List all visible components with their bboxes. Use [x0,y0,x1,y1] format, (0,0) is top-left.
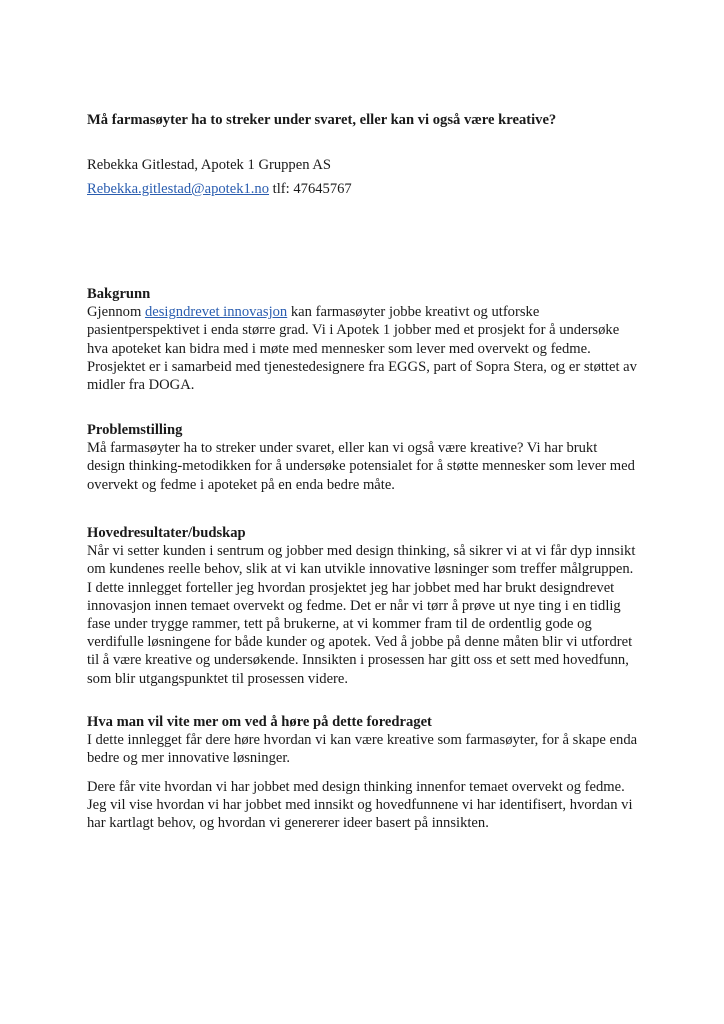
section-paragraph [87,303,647,394]
text-line: bedre og mer innovative løsninger. [87,750,291,767]
text-line: som blir utgangspunktet til prosessen videre. [87,670,349,687]
contact-line [87,180,352,198]
section-hovedresultater [87,524,647,688]
phone-text: tlf: 47645767 [269,181,352,197]
section-paragraph [87,778,647,833]
text-fragment: kan farmasøyter jobbe kreativt og utforske [287,304,540,321]
text-line: Dere får vite hvordan vi har jobbet med design thinking innenfor temaet overvekt og fedme. [87,778,625,795]
section-heading: Bakgrunn [87,286,151,302]
text-line: I dette innlegget forteller jeg hvordan prosjektet jeg har jobbet med har brukt designdrevet [87,579,615,596]
text-line: innovasjon innen temaet overvekt og fedme. Det er når vi tørr å prøve ut nye ting i en tidlig [87,597,621,614]
designdrevet-innovasjon-link[interactable]: designdrevet innovasjon [144,304,288,321]
section-problemstilling [87,421,647,494]
section-paragraph [87,542,647,688]
text-line: Må farmasøyter ha to streker under svaret, eller kan vi også være kreative? Vi har brukt [87,440,598,457]
text-line: fase under trygge rammer, tett på brukerne, at vi kommer fram til de ordentlig gode og [87,616,592,633]
text-line: Jeg vil vise hvordan vi har jobbet med innsikt og hovedfunnene vi har identifisert, hvordan vi [87,796,633,813]
text-line: til å være kreative og undersøkende. Innsikten i prosessen har gitt oss et sett med hovedfunn, [87,652,629,669]
document-title: Må farmasøyter ha to streker under svaret, eller kan vi også være kreative? [87,112,557,128]
text-line: om kundenes reelle behov, slik at vi kan utvikle innovative løsninger som treffer målgruppen. [87,561,634,578]
text-line: hva apoteket kan bidra med i møte med mennesker som lever med overvekt og fedme. [87,340,591,357]
email-link[interactable]: Rebekka.gitlestad@apotek1.no [87,181,270,197]
section-hva-man-vil-vite [87,713,647,832]
author-line: Rebekka Gitlestad, Apotek 1 Gruppen AS [87,157,332,173]
text-line: Prosjektet er i samarbeid med tjenestedesignere fra EGGS, part of Sopra Stera, og er støttet av [87,358,637,375]
section-paragraph [87,439,647,494]
text-line [87,304,539,320]
text-line: design thinking-metodikken for å undersøke potensialet for å støtte mennesker som lever med [87,458,635,475]
section-heading: Hovedresultater/budskap [87,525,246,541]
text-line: pasientperspektivet i enda større grad. Vi i Apotek 1 jobber med et prosjekt for å undersøke [87,322,620,339]
section-heading: Hva man vil vite mer om ved å høre på dette foredraget [87,714,432,730]
text-line: verdifulle løsningene for både kunder og apotek. Ved å jobbe på denne måten blir vi utfordret [87,634,633,651]
section-heading: Problemstilling [87,422,183,438]
text-line: overvekt og fedme i apoteket på en enda bedre måte. [87,476,395,493]
section-bakgrunn [87,285,647,394]
text-line: Når vi setter kunden i sentrum og jobber med design thinking, så sikrer vi at vi får dyp innsikt [87,543,636,560]
text-fragment: Gjennom [87,304,145,321]
text-line: har kartlagt behov, og hvordan vi genererer ideer basert på innsikten. [87,815,489,832]
text-line: midler fra DOGA. [87,377,195,394]
section-paragraph [87,731,647,767]
text-line: I dette innlegget får dere høre hvordan vi kan være kreative som farmasøyter, for å skape enda [87,732,638,749]
